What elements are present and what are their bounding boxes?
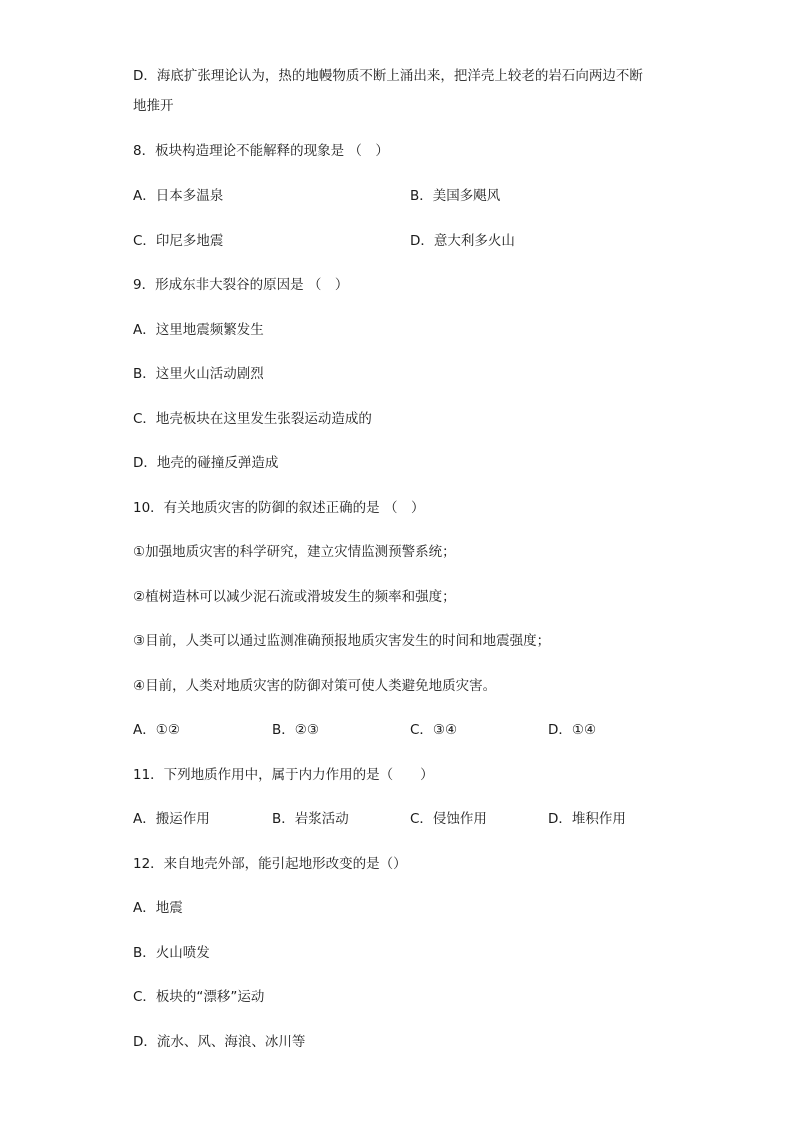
q10-option-b: B．②③ [272, 722, 319, 738]
q11-option-d: D．堆积作用 [548, 811, 626, 827]
q11-option-a: A．搬运作用 [133, 811, 210, 827]
q9-option-d: D．地壳的碰撞反弹造成 [133, 455, 279, 471]
q12-option-a: A．地震 [133, 900, 183, 916]
q9-option-b: B．这里火山活动剧烈 [133, 366, 264, 382]
question-11: 11．下列地质作用中，属于内力作用的是（ ） [133, 767, 434, 783]
q10-statement-3: ③目前，人类可以通过监测准确预报地质灾害发生的时间和地震强度； [133, 633, 551, 649]
q11-option-c: C．侵蚀作用 [410, 811, 487, 827]
question-12: 12．来自地壳外部，能引起地形改变的是（） [133, 856, 407, 872]
q10-statement-2: ②植树造林可以减少泥石流或滑坡发生的频率和强度； [133, 589, 456, 605]
q10-option-a: A．①② [133, 722, 180, 738]
q8-option-b: B．美国多飓风 [410, 188, 501, 204]
q8-option-c: C．印尼多地震 [133, 233, 224, 249]
q11-option-b: B．岩浆活动 [272, 811, 349, 827]
question-10: 10．有关地质灾害的防御的叙述正确的是 （ ） [133, 500, 425, 516]
q8-option-d: D．意大利多火山 [410, 233, 515, 249]
q10-option-c: C．③④ [410, 722, 458, 738]
line-q7-d-1: D．海底扩张理论认为，热的地幔物质不断上涌出来，把洋壳上较老的岩石向两边不断 [133, 68, 643, 84]
q9-option-c: C．地壳板块在这里发生张裂运动造成的 [133, 411, 372, 427]
q10-statement-4: ④目前，人类对地质灾害的防御对策可使人类避免地质灾害。 [133, 678, 497, 694]
q12-option-d: D．流水、风、海浪、冰川等 [133, 1034, 306, 1050]
q12-option-c: C．板块的“漂移”运动 [133, 989, 265, 1005]
question-8: 8．板块构造理论不能解释的现象是 （ ） [133, 143, 389, 159]
q8-option-a: A．日本多温泉 [133, 188, 224, 204]
q10-statement-1: ①加强地质灾害的科学研究，建立灾情监测预警系统； [133, 544, 456, 560]
q9-option-a: A．这里地震频繁发生 [133, 322, 264, 338]
q10-option-d: D．①④ [548, 722, 597, 738]
question-9: 9．形成东非大裂谷的原因是 （ ） [133, 277, 349, 293]
q12-option-b: B．火山喷发 [133, 945, 210, 961]
line-q7-d-2: 地推开 [133, 98, 174, 114]
